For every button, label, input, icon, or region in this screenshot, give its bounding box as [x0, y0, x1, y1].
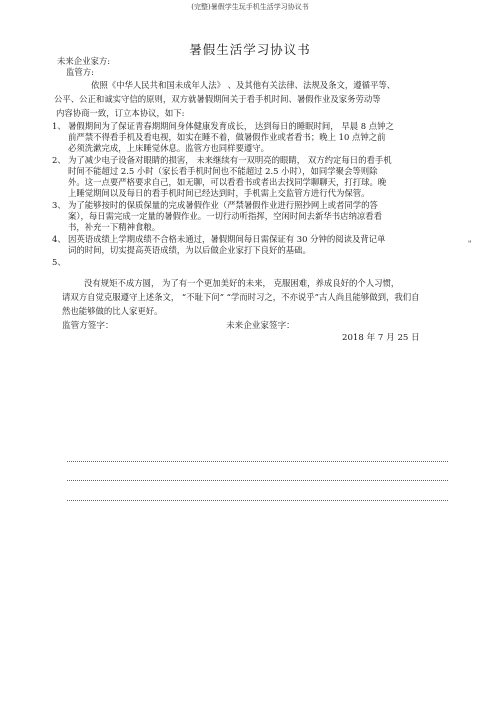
- closing-line-2: 请双方自觉克服遵守上述条文， “不耻下问” “学而时习之，不亦说乎”古人尚且能够做到，我们自: [62, 292, 420, 302]
- clause-number: 5、: [52, 257, 66, 267]
- intro-line-1: 依照《中华人民共和国未成年人法》 、及其他有关法律、法规及条文，遵循平等、: [91, 80, 396, 90]
- dotted-rule: [67, 480, 448, 481]
- clause-4: [52, 234, 385, 245]
- clause-2-line-2: 时间不能超过 2.5 小时（家长看手机时间也不能超过 2.5 小时），如同学聚会等则除: [68, 166, 378, 176]
- clause-number: 4、: [52, 234, 66, 244]
- stray-mark: ": [468, 240, 472, 248]
- dotted-rule: [67, 461, 448, 462]
- clause-3: [52, 200, 378, 211]
- clause-3-line-2: 案），每日需完成一定量的暑假作业。一切行动听指挥，空闲时间去新华书店纳凉看看: [68, 211, 383, 221]
- clause-1: [52, 121, 394, 132]
- clause-2-line-4: 上睡觉期间以及每日的看手机时间已经达到时，手机需上交监管方进行代为保管。: [68, 188, 370, 198]
- signing-date: 2018 年 7 月 25 日: [342, 333, 420, 343]
- clause-1-line-3: 必须洗漱完成，上床睡觉休息。监管方也同样要遵守。: [68, 143, 269, 153]
- entrepreneur-signature-label: 未来企业家签字：: [226, 321, 295, 331]
- clause-text: 为了减少电子设备对眼睛的损害， 未来继续有一双明亮的眼睛， 双方约定每日的看手机: [68, 155, 392, 165]
- clause-4-line-2: 词的时间，切实提高英语成绩，为以后做企业家打下良好的基础。: [68, 245, 311, 255]
- closing-line-1: 没有规矩不成方圆， 为了有一个更加美好的未来， 克服困难，养成良好的个人习惯，: [84, 278, 400, 288]
- clause-3-line-3: 书，补充一下精神食粮。: [68, 222, 161, 232]
- closing-line-3: 然也能够做的比人家更好。: [62, 306, 163, 316]
- intro-line-3: 内容协商一致，订立本协议，如下:: [56, 108, 185, 118]
- document-title: 暑假生活学习协议书: [189, 42, 311, 57]
- clause-text: 暑假期间为了保证青春期期间身体健康发育成长， 达到每日的睡眠时间， 早晨 8 点钟之: [68, 121, 394, 131]
- intro-line-2: 公平、公正和诚实守信的原则，双方就暑假期间关于看手机时间、暑假作业及家务劳动等: [54, 94, 381, 104]
- clause-text: 因英语成绩上学期成绩不合格未通过，暑假期间每日需保证有 30 分钟的阅读及背记单: [68, 234, 386, 244]
- party-b-label: 监管方:: [66, 67, 94, 77]
- party-a-label: 未来企业家方:: [57, 56, 111, 66]
- clause-2-line-3: 外。这一点要严格要求自己，如无聊，可以看看书或者出去找同学聊聊天，打打球。晚: [68, 177, 387, 187]
- clause-number: 3、: [52, 200, 66, 210]
- clause-2: [52, 155, 392, 166]
- clause-5: [52, 257, 68, 268]
- clause-text: 为了能够按时的保质保量的完成暑假作业（严禁暑假作业进行照抄网上或者同学的答: [68, 200, 378, 210]
- clause-number: 1、: [52, 121, 66, 131]
- clause-number: 2、: [52, 155, 66, 165]
- clause-1-line-2: 前严禁不得看手机及看电视，如实在睡不着，做暑假作业或者看书；晚上 10 点钟之前: [68, 132, 386, 142]
- dotted-rule: [67, 500, 448, 501]
- supervisor-signature-label: 监管方签字：: [62, 321, 114, 331]
- page-header: (完整)暑假学生玩手机生活学习协议书: [191, 3, 309, 11]
